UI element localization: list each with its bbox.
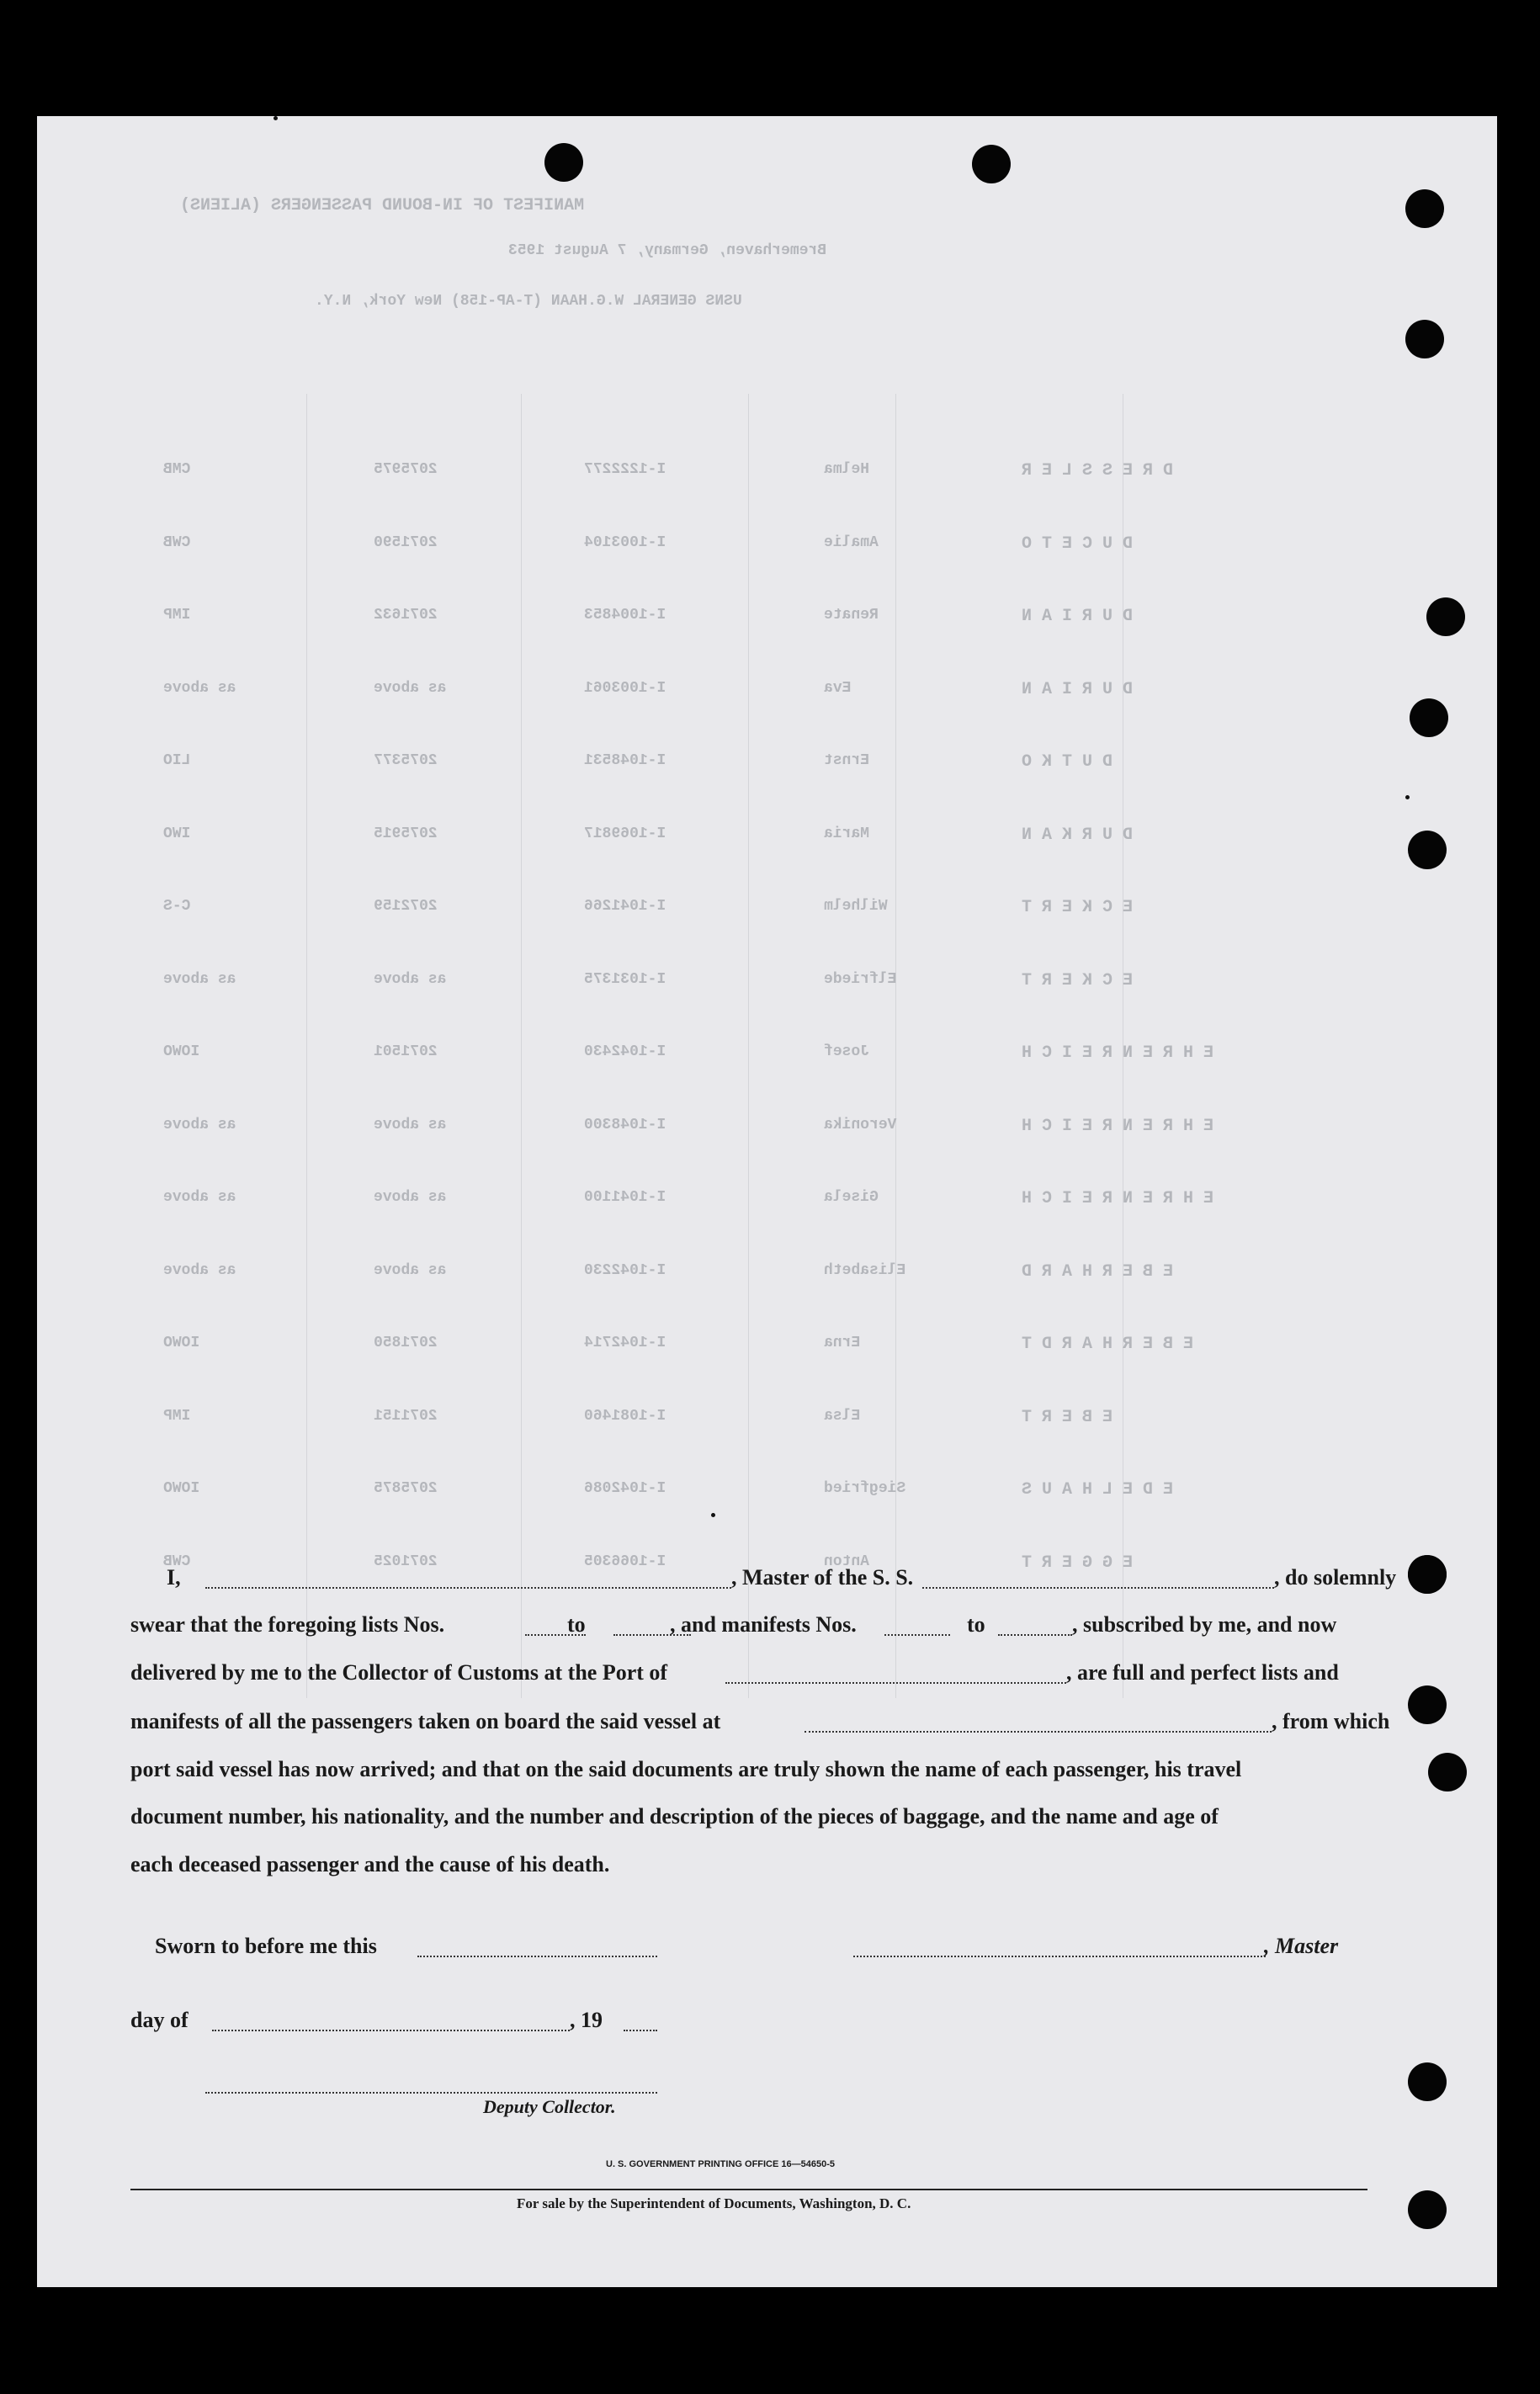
oath-to-2: to: [967, 1612, 985, 1637]
ghost-header-1: MANIFEST OF IN-BOUND PASSENGERS (ALIENS): [180, 196, 585, 215]
ghost-column-rule: [306, 394, 307, 1698]
ghost-cell-doc: I-1066305: [584, 1553, 666, 1570]
ghost-cell-surname: E H R E N R E I C H: [1022, 1189, 1214, 1208]
oath-i: I,: [167, 1565, 181, 1590]
ghost-cell-code: IWO: [163, 825, 191, 842]
ghost-cell-doc: I-1041266: [584, 898, 666, 915]
ghost-cell-given: Elisabeth: [824, 1261, 906, 1279]
ghost-cell-given: Helma: [824, 461, 870, 478]
sworn-label: Sworn to before me this: [155, 1934, 377, 1958]
punch-hole: [1408, 831, 1447, 869]
ghost-cell-code: as above: [163, 970, 236, 988]
ghost-cell-code: IOWO: [163, 1043, 200, 1060]
oath-line-6: document number, his nationality, and the number and description of the pieces of baggage, and the name and age of: [130, 1804, 1219, 1829]
oath-full-perfect: , are full and perfect lists and: [1066, 1660, 1339, 1685]
ghost-cell-code: IMP: [163, 607, 191, 624]
ghost-cell-num: as above: [374, 1116, 447, 1133]
day-of-label: day of: [130, 2008, 189, 2032]
ghost-cell-surname: D U R K A N: [1022, 825, 1134, 845]
speck: [1405, 795, 1410, 799]
ghost-cell-surname: E C K E R T: [1022, 970, 1134, 990]
ghost-cell-code: as above: [163, 1189, 236, 1206]
ghost-cell-surname: D R E S S L E R: [1022, 461, 1174, 480]
ghost-cell-surname: E H R E N R E I C H: [1022, 1116, 1214, 1136]
ghost-column-rule: [895, 394, 896, 1698]
ghost-cell-given: Maria: [824, 825, 870, 842]
ghost-cell-doc: I-1042430: [584, 1043, 666, 1060]
ghost-cell-doc: I-1048300: [584, 1116, 666, 1133]
oath-manifests-all: manifests of all the passengers taken on board the said vessel at: [130, 1709, 721, 1733]
oath-delivered: delivered by me to the Collector of Customs at the Port of: [130, 1660, 668, 1685]
blank-deputy-signature: [205, 2092, 657, 2094]
ghost-cell-code: CWB: [163, 1553, 191, 1570]
oath-do-solemnly: , do solemnly: [1274, 1565, 1397, 1590]
speck: [273, 116, 278, 120]
ghost-cell-code: CMB: [163, 461, 191, 478]
ghost-cell-surname: D U R I A N: [1022, 607, 1134, 626]
ghost-cell-surname: E D E L H A U S: [1022, 1480, 1174, 1500]
ghost-cell-doc: I-1004853: [584, 607, 666, 624]
manifest-page: [37, 116, 1497, 2287]
punch-hole: [972, 145, 1011, 183]
oath-line-5: port said vessel has now arrived; and that on the said documents are truly shown the name of each passenger, his travel: [130, 1757, 1242, 1781]
sale-notice: For sale by the Superintendent of Documents, Washington, D. C.: [517, 2195, 911, 2211]
ghost-cell-surname: E B E R T: [1022, 1407, 1113, 1427]
oath-manifests: , and manifests Nos.: [670, 1612, 857, 1637]
punch-hole: [1408, 1685, 1447, 1724]
blank-month: [212, 2030, 570, 2031]
ghost-column-rule: [521, 394, 522, 1698]
ghost-cell-surname: D U T K O: [1022, 752, 1113, 772]
ghost-cell-given: Anton: [824, 1553, 870, 1570]
ghost-cell-num: 2071501: [374, 1043, 438, 1060]
ghost-cell-doc: I-1031375: [584, 970, 666, 988]
ghost-cell-num: as above: [374, 1189, 447, 1206]
blank-manifest-to: [998, 1634, 1072, 1636]
ghost-cell-code: LIO: [163, 752, 191, 769]
punch-hole: [544, 143, 583, 182]
punch-hole: [1408, 2190, 1447, 2229]
ghost-cell-given: Elfriede: [824, 970, 897, 988]
punch-hole: [1408, 1555, 1447, 1594]
ghost-cell-surname: E B E R H A R D: [1022, 1261, 1174, 1282]
ghost-cell-code: IOWO: [163, 1335, 200, 1351]
ghost-cell-num: as above: [374, 679, 447, 697]
ghost-cell-code: C-S: [163, 898, 191, 915]
ghost-cell-given: Elsa: [824, 1407, 861, 1425]
speck: [711, 1513, 715, 1517]
ghost-cell-num: 2075915: [374, 825, 438, 842]
ghost-cell-doc: I-1222277: [584, 461, 666, 478]
oath-to-1: to: [567, 1612, 586, 1637]
ghost-cell-num: 2075377: [374, 752, 438, 769]
ghost-cell-doc: I-1042086: [584, 1480, 666, 1497]
blank-manifest-from: [884, 1634, 950, 1636]
punch-hole: [1426, 597, 1465, 636]
punch-hole: [1408, 2062, 1447, 2101]
ghost-cell-given: Eva: [824, 679, 852, 697]
ghost-cell-code: CWB: [163, 533, 191, 551]
oath-subscribed: , subscribed by me, and now: [1072, 1612, 1337, 1637]
punch-hole: [1410, 698, 1448, 737]
ghost-column-rule: [748, 394, 749, 1698]
ghost-cell-given: Wilhelm: [824, 898, 888, 915]
ghost-header-3: USNS GENERAL W.G.HAAN (T-AP-158) New York, N.Y.: [315, 293, 742, 310]
punch-hole: [1405, 320, 1444, 358]
oath-master-of: , Master of the S. S.: [731, 1565, 914, 1590]
ghost-cell-doc: I-1041100: [584, 1189, 666, 1206]
ghost-cell-num: 2071850: [374, 1335, 438, 1351]
ghost-cell-surname: E C K E R T: [1022, 898, 1134, 917]
ghost-cell-doc: I-1048531: [584, 752, 666, 769]
punch-hole: [1428, 1753, 1467, 1792]
ghost-cell-given: Gisela: [824, 1189, 879, 1206]
blank-sworn-day: [417, 1956, 657, 1957]
ghost-cell-num: as above: [374, 970, 447, 988]
blank-taken-on-board-at: [805, 1731, 1272, 1733]
ghost-cell-given: Josef: [824, 1043, 870, 1060]
ghost-cell-doc: I-1081460: [584, 1407, 666, 1425]
blank-vessel-name: [922, 1587, 1274, 1589]
ghost-cell-surname: D U R I A N: [1022, 679, 1134, 699]
ghost-cell-given: Erna: [824, 1335, 861, 1351]
ghost-cell-code: IOWO: [163, 1480, 200, 1497]
footer-rule: [130, 2189, 1367, 2190]
punch-hole: [1405, 189, 1444, 228]
ghost-header-2: Bremerhaven, Germany, 7 August 1953: [508, 242, 827, 259]
ghost-cell-num: as above: [374, 1261, 447, 1279]
blank-year: [624, 2030, 657, 2031]
ghost-cell-num: 2071632: [374, 607, 438, 624]
ghost-cell-given: Siegfried: [824, 1480, 906, 1497]
ghost-cell-surname: E G G E R T: [1022, 1553, 1134, 1573]
deputy-collector-label: Deputy Collector.: [483, 2096, 616, 2117]
ghost-cell-surname: E H R E N R E I C H: [1022, 1043, 1214, 1063]
ghost-cell-code: as above: [163, 1261, 236, 1279]
ghost-cell-doc: I-1042230: [584, 1261, 666, 1279]
ghost-cell-doc: I-1042714: [584, 1335, 666, 1351]
ghost-cell-given: Renate: [824, 607, 879, 624]
ghost-cell-num: 2072159: [374, 898, 438, 915]
gpo-imprint: U. S. GOVERNMENT PRINTING OFFICE 16—54650-5: [606, 2159, 836, 2169]
ghost-cell-code: as above: [163, 679, 236, 697]
ghost-cell-doc: I-1069817: [584, 825, 666, 842]
ghost-cell-surname: E B E R H A R D T: [1022, 1335, 1194, 1354]
oath-from-which: , from which: [1272, 1709, 1390, 1733]
oath-line-7: each deceased passenger and the cause of his death.: [130, 1852, 610, 1876]
ghost-cell-num: 2071151: [374, 1407, 438, 1425]
ghost-cell-given: Amalie: [824, 533, 879, 551]
ghost-cell-surname: D U C E T O: [1022, 533, 1134, 554]
ghost-cell-code: IMP: [163, 1407, 191, 1425]
year-label: , 19: [570, 2008, 603, 2032]
blank-port-of: [725, 1682, 1066, 1684]
ghost-cell-num: 2075975: [374, 461, 438, 478]
ghost-cell-given: Ernst: [824, 752, 870, 769]
ghost-cell-num: 2071025: [374, 1553, 438, 1570]
oath-swear: swear that the foregoing lists Nos.: [130, 1612, 445, 1637]
ghost-cell-given: Veronika: [824, 1116, 897, 1133]
blank-master-name: [205, 1587, 731, 1589]
ghost-cell-num: 2071590: [374, 533, 438, 551]
master-label: , Master: [1264, 1934, 1339, 1958]
ghost-cell-num: 2075875: [374, 1480, 438, 1497]
blank-master-signature: [853, 1956, 1266, 1957]
ghost-cell-doc: I-1003104: [584, 533, 666, 551]
ghost-cell-code: as above: [163, 1116, 236, 1133]
ghost-cell-doc: I-1003061: [584, 679, 666, 697]
